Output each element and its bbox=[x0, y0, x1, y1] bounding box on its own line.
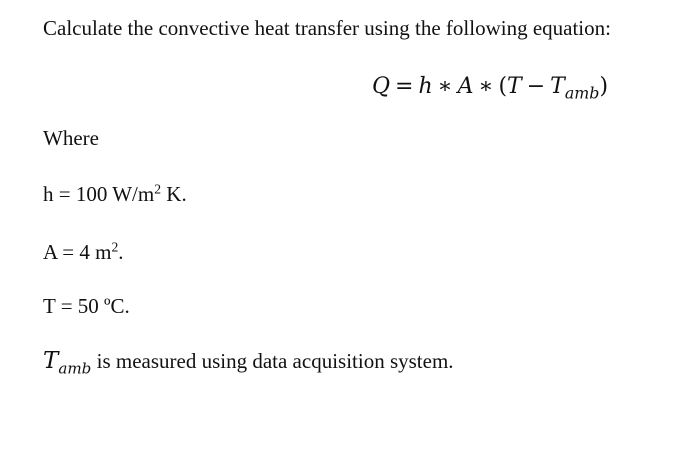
eq-amb-subscript: amb bbox=[564, 83, 600, 103]
where-heading: Where bbox=[43, 126, 99, 150]
heat-transfer-equation bbox=[372, 73, 609, 103]
eq-t-amb: T bbox=[550, 74, 565, 99]
tamb-description: is measured using data acquisition system. bbox=[91, 349, 454, 373]
a-definition-tail: . bbox=[118, 240, 124, 264]
h-definition-text: h = 100 W/m bbox=[43, 182, 155, 206]
t-definition: T = 50 ºC. bbox=[43, 294, 130, 318]
a-definition-text: A = 4 m bbox=[43, 240, 112, 264]
h-definition bbox=[43, 182, 187, 207]
eq-q: Q bbox=[372, 74, 391, 99]
eq-t: T bbox=[507, 74, 522, 99]
tamb-subscript: amb bbox=[58, 359, 92, 378]
eq-h: h bbox=[418, 74, 433, 99]
eq-times-2: ∗ bbox=[478, 74, 494, 99]
eq-minus: − bbox=[526, 74, 546, 99]
problem-statement: Calculate the convective heat transfer using the following equation: bbox=[43, 16, 611, 40]
a-unit-exponent: 2 bbox=[111, 239, 119, 255]
eq-times-1: ∗ bbox=[437, 74, 453, 99]
tamb-definition bbox=[43, 348, 454, 376]
eq-a: A bbox=[457, 74, 474, 99]
h-unit-tail: K. bbox=[161, 182, 187, 206]
a-definition bbox=[43, 240, 124, 265]
eq-close-paren: ) bbox=[599, 74, 609, 99]
eq-equals: = bbox=[395, 74, 414, 99]
eq-open-paren: ( bbox=[498, 74, 508, 99]
h-unit-exponent: 2 bbox=[154, 181, 162, 197]
tamb-symbol: T bbox=[43, 348, 59, 374]
